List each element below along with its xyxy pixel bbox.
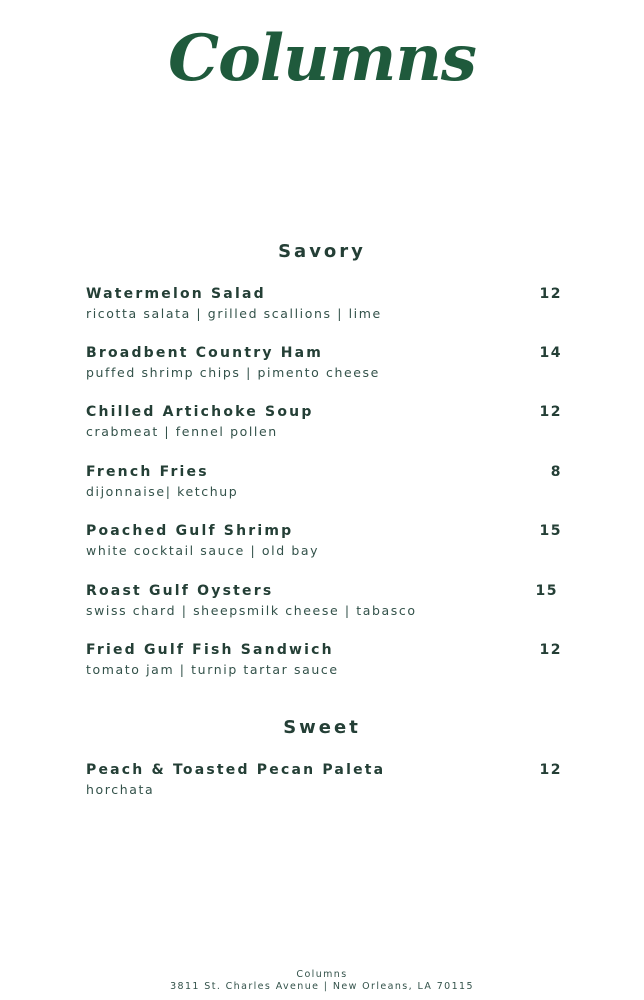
menu-item-price: 12 <box>539 404 562 420</box>
menu-item <box>86 284 562 324</box>
menu-item-price: 14 <box>539 345 562 361</box>
menu-item-price: 8 <box>550 464 562 480</box>
footer-address: 3811 St. Charles Avenue | New Orleans, LA 70115 <box>170 981 474 992</box>
menu-item-description: crabmeat | fennel pollen <box>86 424 278 439</box>
menu-item <box>86 640 562 680</box>
menu-item-description: horchata <box>86 782 155 797</box>
menu-item-description: white cocktail sauce | old bay <box>86 543 320 558</box>
menu-item-price: 12 <box>539 762 562 778</box>
menu-item <box>86 343 562 383</box>
menu-item-price: 12 <box>539 286 562 302</box>
menu-item <box>86 760 562 800</box>
menu-item-price: 15 <box>539 523 562 539</box>
menu-item-name: French Fries <box>86 464 209 480</box>
menu-item-name: Poached Gulf Shrimp <box>86 523 294 539</box>
menu-item-price: 15 <box>535 583 558 599</box>
menu-item-name: Roast Gulf Oysters <box>86 583 274 599</box>
menu-item-name: Watermelon Salad <box>86 286 266 302</box>
section-title-sweet: Sweet <box>283 717 361 738</box>
restaurant-logo: Columns <box>168 21 476 96</box>
footer-restaurant-name: Columns <box>296 969 348 980</box>
menu-item-description: dijonnaise| ketchup <box>86 484 239 499</box>
menu-item-name: Fried Gulf Fish Sandwich <box>86 642 334 658</box>
menu-item <box>86 521 562 561</box>
menu-item-description: swiss chard | sheepsmilk cheese | tabasco <box>86 603 417 618</box>
menu-item <box>86 462 562 502</box>
menu-item-name: Chilled Artichoke Soup <box>86 404 314 420</box>
menu-item-description: ricotta salata | grilled scallions | lime <box>86 306 382 321</box>
menu-item-name: Peach & Toasted Pecan Paleta <box>86 762 386 778</box>
menu-item <box>86 402 562 442</box>
section-title-savory: Savory <box>278 241 366 262</box>
menu-item-name: Broadbent Country Ham <box>86 345 324 361</box>
menu-item-price: 12 <box>539 642 562 658</box>
menu-item-description: tomato jam | turnip tartar sauce <box>86 662 339 677</box>
menu-item-description: puffed shrimp chips | pimento cheese <box>86 365 380 380</box>
menu-item <box>86 581 562 621</box>
